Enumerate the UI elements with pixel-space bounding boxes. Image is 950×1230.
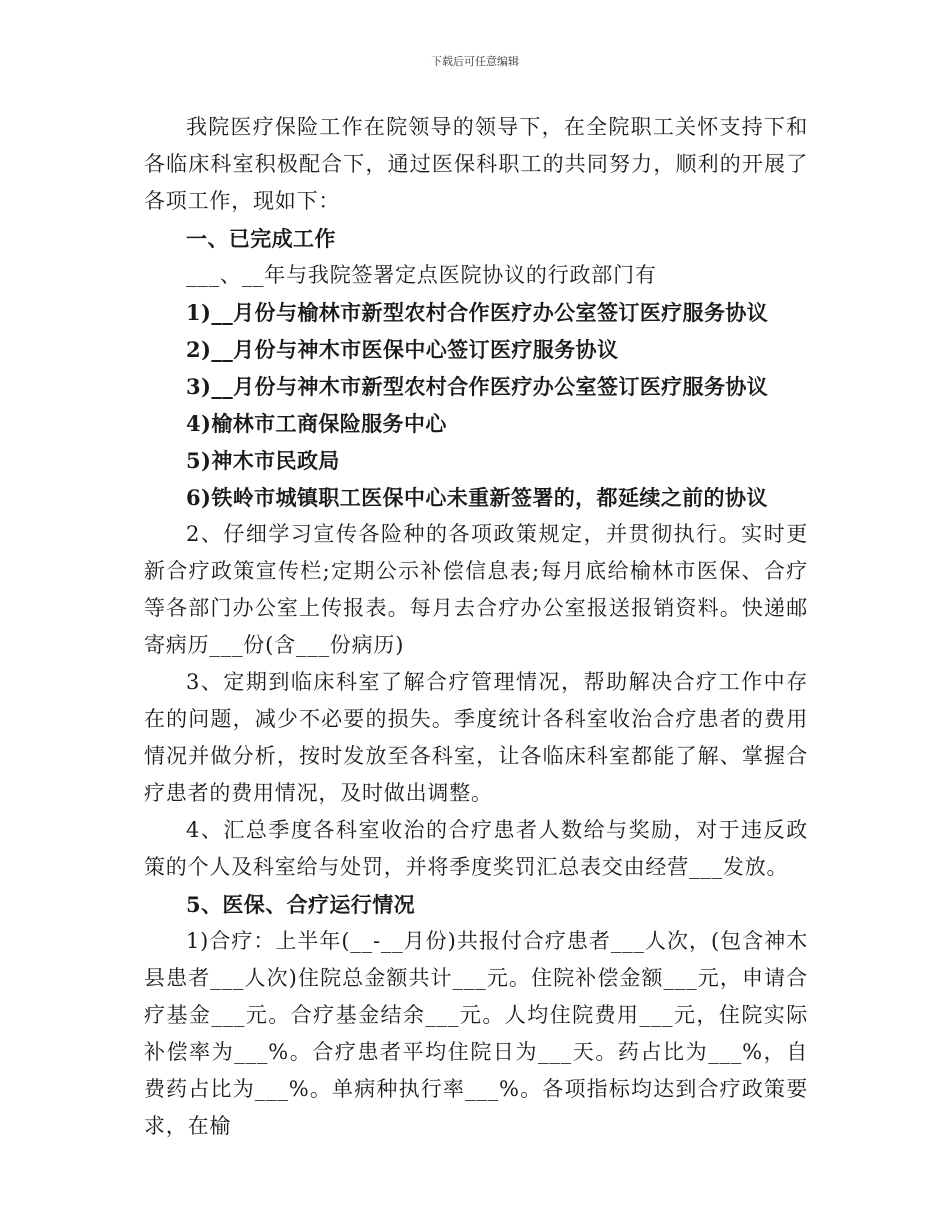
agreements-intro: ___、__年与我院签署定点医院协议的行政部门有 bbox=[186, 263, 657, 287]
agreement-item-6: 6)铁岭市城镇职工医保中心未重新签署的，都延续之前的协议 bbox=[186, 485, 768, 510]
agreement-item-4: 4)榆林市工商保险服务中心 bbox=[186, 411, 447, 436]
agreement-item-5: 5)神木市民政局 bbox=[186, 448, 340, 473]
paragraph-policy-study: 2、仔细学习宣传各险种的各项政策规定，并贯彻执行。实时更新合疗政策宣传栏;定期公示补偿信息表;每月底给榆林市医保、合疗等各部门办公室上传报表。每月去合疗办公室报送报销资料。快递邮寄病历___份(含___份病历) bbox=[144, 522, 808, 657]
agreement-item-3: 3)__月份与神木市新型农村合作医疗办公室签订医疗服务协议 bbox=[186, 374, 769, 399]
section-heading-operations: 5、医保、合疗运行情况 bbox=[186, 892, 416, 917]
intro-paragraph: 我院医疗保险工作在院领导的领导下，在全院职工关怀支持下和各临床科室积极配合下，通过医保科职工的共同努力，顺利的开展了各项工作，现如下： bbox=[144, 115, 808, 213]
paragraph-rewards: 4、汇总季度各科室收治的合疗患者人数给与奖励，对于违反政策的个人及科室给与处罚，并将季度奖罚汇总表交由经营___发放。 bbox=[144, 818, 808, 879]
section-heading-completed-work: 一、已完成工作 bbox=[186, 226, 336, 251]
agreement-item-2: 2)__月份与神木市医保中心签订医疗服务协议 bbox=[186, 337, 619, 362]
page-header: 下载后可任意编辑 bbox=[431, 55, 519, 68]
document-body bbox=[144, 109, 808, 1145]
agreement-item-1: 1)__月份与榆林市新型农村合作医疗办公室签订医疗服务协议 bbox=[186, 300, 769, 325]
paragraph-cooperative-medical: 1)合疗：上半年(__-__月份)共报付合疗患者___人次，(包含神木县患者___人次)住院总金额共计___元。住院补偿金额___元，申请合疗基金___元。合疗基金结余___元。人均住院费用___元，住院实际补偿率为___%。合疗患者平均住院日为___天。药占比为___%，自费药占比为___%。单病种执行率___%。各项指标均达到合疗政策要求，在榆 bbox=[144, 929, 808, 1138]
paragraph-clinical-visits: 3、定期到临床科室了解合疗管理情况，帮助解决合疗工作中存在的问题，减少不必要的损失。季度统计各科室收治合疗患者的费用情况并做分析，按时发放至各科室，让各临床科室都能了解、掌握合疗患者的费用情况，及时做出调整。 bbox=[144, 670, 808, 805]
